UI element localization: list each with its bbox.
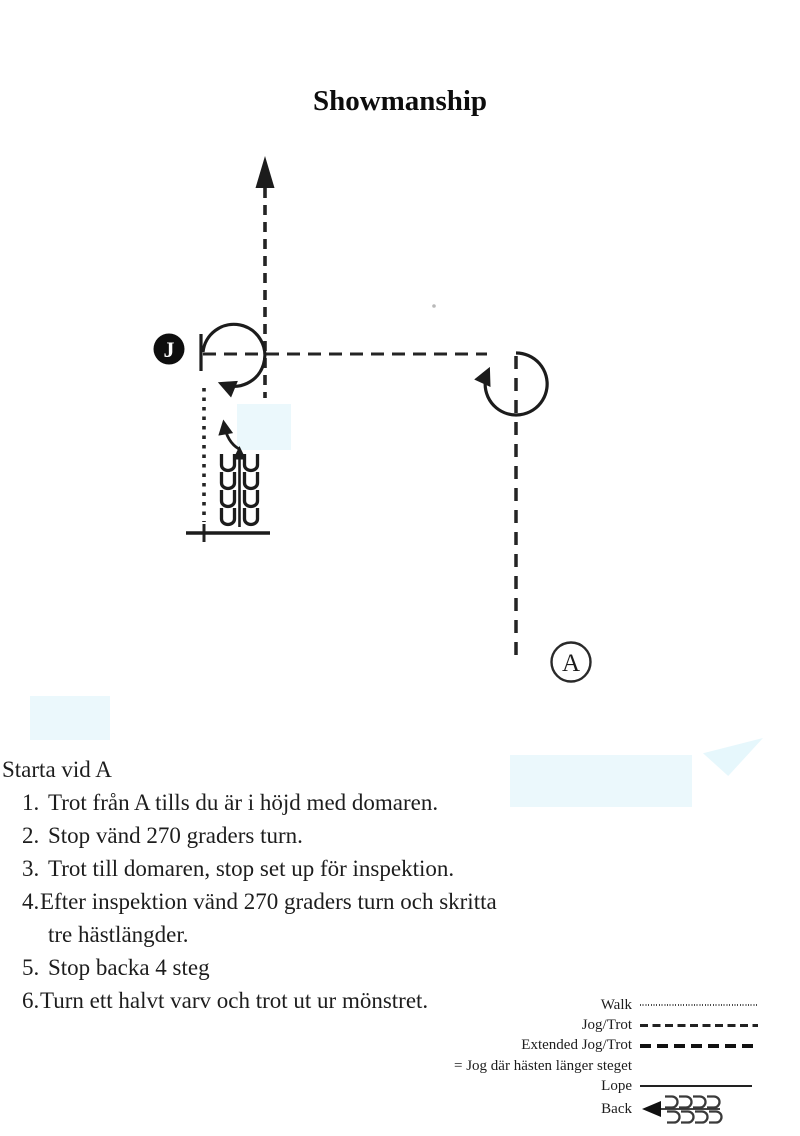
- legend-label: Walk: [600, 996, 632, 1013]
- lope-line-sample: [640, 1085, 752, 1087]
- jog-trot-line-sample: [640, 1024, 758, 1027]
- extended-jog-trot-line-sample: [640, 1044, 758, 1048]
- instruction-item-4: [22, 885, 497, 918]
- legend-row-lope: [390, 1076, 762, 1096]
- exit-arrow-icon: [256, 156, 275, 188]
- instructions: [2, 753, 497, 1017]
- legend-label: = Jog där hästen länger steget: [454, 1057, 632, 1074]
- legend-label: Extended Jog/Trot: [521, 1037, 632, 1054]
- scan-artifact: [510, 755, 692, 807]
- instruction-item-1: [22, 786, 497, 819]
- instruction-item-3: [22, 852, 497, 885]
- legend-row-extended-jog-trot: [390, 1036, 762, 1056]
- item-number: 3.: [22, 856, 40, 881]
- scan-artifact: [703, 738, 763, 778]
- item-number: 1.: [22, 790, 40, 815]
- legend-label: Back: [601, 1100, 632, 1117]
- item-number: 5.: [22, 955, 40, 980]
- pattern-diagram: [0, 140, 800, 720]
- legend-label: Jog/Trot: [581, 1016, 632, 1033]
- legend-row-jog-note: [390, 1056, 762, 1076]
- item-text: tre hästlängder.: [48, 922, 189, 947]
- item-number: 2.: [22, 823, 40, 848]
- item-number: [22, 918, 48, 951]
- item-number: 4.: [22, 889, 40, 914]
- instructions-header: Starta vid A: [2, 757, 112, 782]
- walk-curve-arrow-icon: [224, 424, 239, 449]
- item-text: Efter inspektion vänd 270 graders turn och skritta: [40, 889, 497, 914]
- start-label: A: [561, 650, 581, 677]
- item-number: 6.: [22, 988, 40, 1013]
- instruction-item-2: [22, 819, 497, 852]
- legend-row-back: [390, 1096, 762, 1122]
- item-text: Trot till domaren, stop set up för inspektion.: [48, 856, 455, 881]
- scan-speck: [432, 304, 436, 308]
- legend-row-jog-trot: [390, 1015, 762, 1035]
- start-marker: [552, 643, 591, 682]
- gait-legend: [390, 995, 762, 1122]
- judge-marker: [154, 334, 185, 365]
- instruction-item-4-continued: [22, 918, 497, 951]
- back-sample-icon: [640, 1094, 760, 1124]
- walk-line-sample: [640, 1004, 757, 1006]
- instruction-item-5: [22, 951, 497, 984]
- item-text: Turn ett halvt varv och trot ut ur mönstret.: [40, 988, 429, 1013]
- item-text: Stop vänd 270 graders turn.: [48, 823, 303, 848]
- judge-label: J: [163, 337, 175, 362]
- item-text: Stop backa 4 steg: [48, 955, 210, 980]
- legend-row-walk: [390, 995, 762, 1015]
- page-title: Showmanship: [312, 85, 488, 117]
- legend-label: Lope: [601, 1077, 632, 1094]
- item-text: Trot från A tills du är i höjd med domaren.: [48, 790, 439, 815]
